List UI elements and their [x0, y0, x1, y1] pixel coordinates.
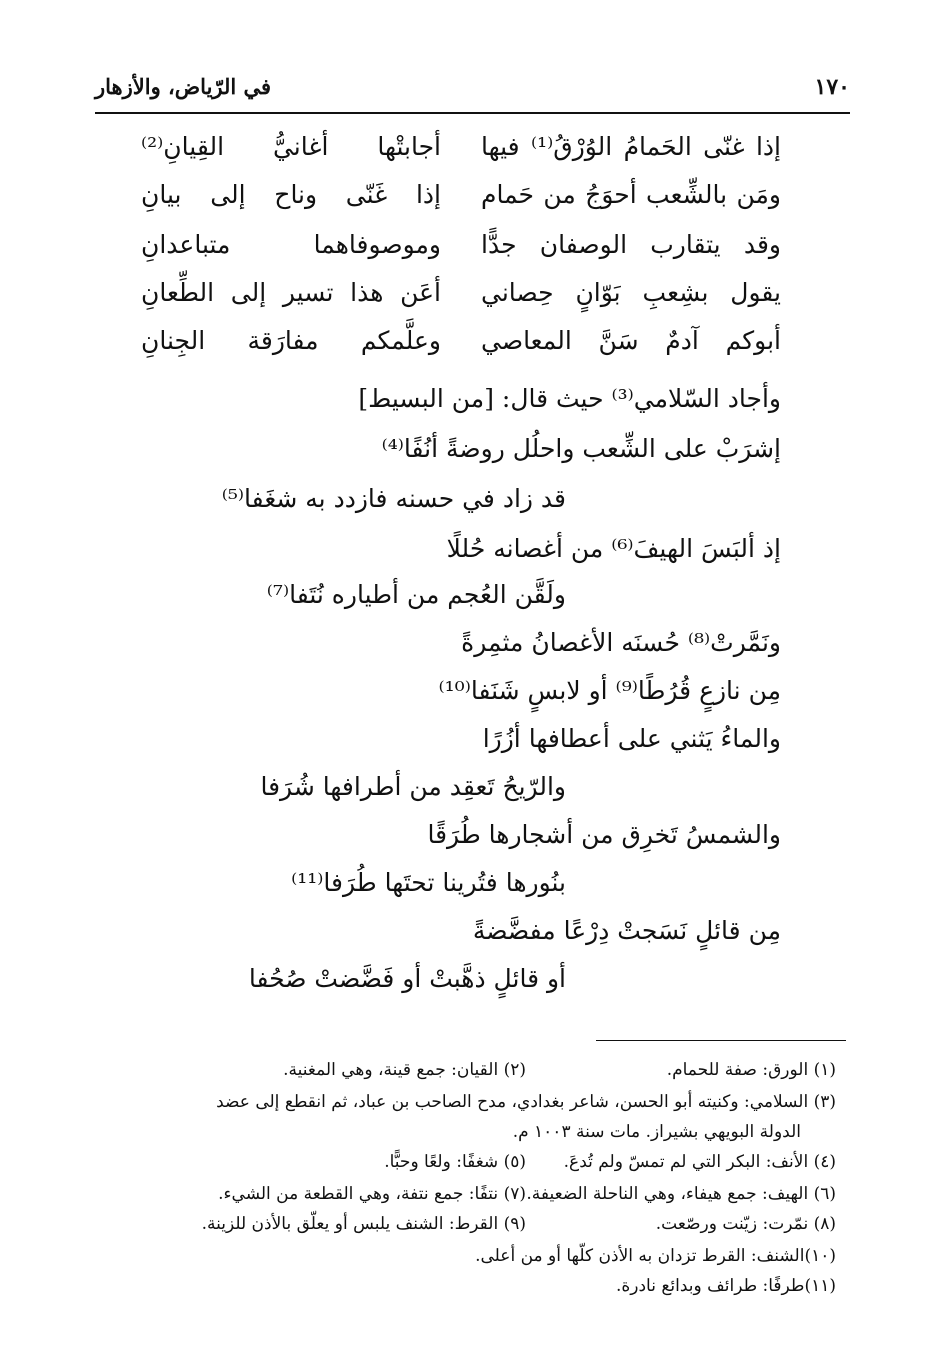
verse-first-hemistich: وقد يتقارب الوصفان جدًّا [481, 230, 781, 259]
poem-line: إذ ألبَسَ الهيفَ⁽⁶⁾ من أغصانه حُللًا [446, 534, 781, 563]
verse-2 [0, 180, 941, 214]
poem-line: أو قائلٍ ذهَّبتْ أو فَضَّضتْ صُحُفا [248, 964, 566, 993]
verse-second-hemistich: إذا غَنّى وناح إلى بيانِ [141, 180, 441, 209]
footnote-3: (٣) السلامي: وكنيته أبو الحسن، شاعر بغدادي، مدح الصاحب بن عباد، ثم انقطع إلى عضد [216, 1092, 836, 1112]
footnote-7: (٧) نتفًا: جمع نتفة، وهي القطعة من الشيء. [218, 1184, 526, 1204]
verse-second-hemistich: وعلَّمكم مفارَقة الجِنانِ [141, 326, 441, 355]
poem-line: مِن قائلٍ نَسَجتْ دِرْعًا مفضَّضةً [472, 916, 781, 945]
poem-line: إشرَبْ على الشِّعب واحلُل روضةً أنُفًا⁽⁴⁾ [381, 434, 781, 463]
poem-line: والماءُ يَثني على أعطافها أزُرًا [482, 724, 781, 753]
footnote-4: (٤) الأنف: البكر التي لم تمسّ ولم تُدعَ. [563, 1152, 836, 1172]
intro-line: وأجاد السّلامي⁽³⁾ حيث قال: [من البسيط] [358, 384, 781, 413]
verse-4 [0, 278, 941, 312]
footnote-6: (٦) الهيف: جمع هيفاء، وهي الناحلة الضعيفة. [526, 1184, 836, 1204]
footnote-10: (١٠)الشنف: القرط تزدان به الأذن كلّها أو من أعلى. [475, 1246, 836, 1266]
header-rule [95, 112, 850, 114]
running-title: في الرّياض، والأزهار [95, 74, 272, 99]
page-number: ١٧٠ [814, 74, 850, 100]
poem-line: والرّيحُ تَعقِد من أطرافها شُرَفا [260, 772, 566, 801]
footnote-1: (١) الورق: صفة للحمام. [666, 1060, 836, 1080]
footnote-11: (١١)طرفًا: طرائف وبدائع نادرة. [615, 1276, 836, 1296]
poem-line: ونَمَّرتْ⁽⁸⁾ حُسنَه الأغصانُ مثمِرةً [461, 628, 781, 657]
verse-first-hemistich: يقول بشِعبِ بَوّانٍ حِصاني [481, 278, 781, 307]
footnote-2: (٢) القيان: جمع قينة، وهي المغنية. [283, 1060, 526, 1080]
verse-first-hemistich: إذا غنّى الحَمامُ الوُرْقُ⁽¹⁾ فيها [481, 132, 781, 161]
footnote-5: (٥) شغفًا: ولعًا وحبًّا. [384, 1152, 526, 1172]
poem-line: بنُورها فتُرينا تحتَها طُرَفا⁽¹¹⁾ [291, 868, 566, 897]
verse-1 [0, 132, 941, 166]
verse-3 [0, 230, 941, 264]
verse-first-hemistich: ومَن بالشِّعب أحوَجُ من حَمام [481, 180, 781, 209]
poem-line: مِن نازعٍ قُرُطًا⁽⁹⁾ أو لابسٍ شَنَفا⁽¹⁰⁾ [438, 676, 781, 705]
verse-first-hemistich: أبوكم آدمٌ سَنَّ المعاصي [481, 326, 781, 355]
verse-second-hemistich: أجابتْها أغانيُّ القِيانِ⁽²⁾ [141, 132, 441, 161]
page-header [95, 74, 850, 114]
footnote-8: (٨) نمّرت: زيّنت ورصّعت. [655, 1214, 836, 1234]
poem-line: والشمسُ تَخرِق من أشجارها طُرَقًا [427, 820, 781, 849]
footnote-rule [596, 1040, 846, 1041]
footnote-9: (٩) القرط: الشنف يلبس أو يعلّق بالأذن للزينة. [201, 1214, 526, 1234]
verse-second-hemistich: أعَن هذا تسير إلى الطِّعانِ [141, 278, 441, 307]
verse-second-hemistich: وموصوفاهما متباعدانِ [141, 230, 441, 259]
footnote-3-continued: الدولة البويهي بشيراز. مات سنة ١٠٠٣ م. [512, 1122, 801, 1142]
poem-line: ولَقَّن العُجم من أطياره نُتَفا⁽⁷⁾ [266, 580, 566, 609]
verse-5 [0, 326, 941, 360]
poem-line: قد زاد في حسنه فازدد به شغَفا⁽⁵⁾ [221, 484, 566, 513]
